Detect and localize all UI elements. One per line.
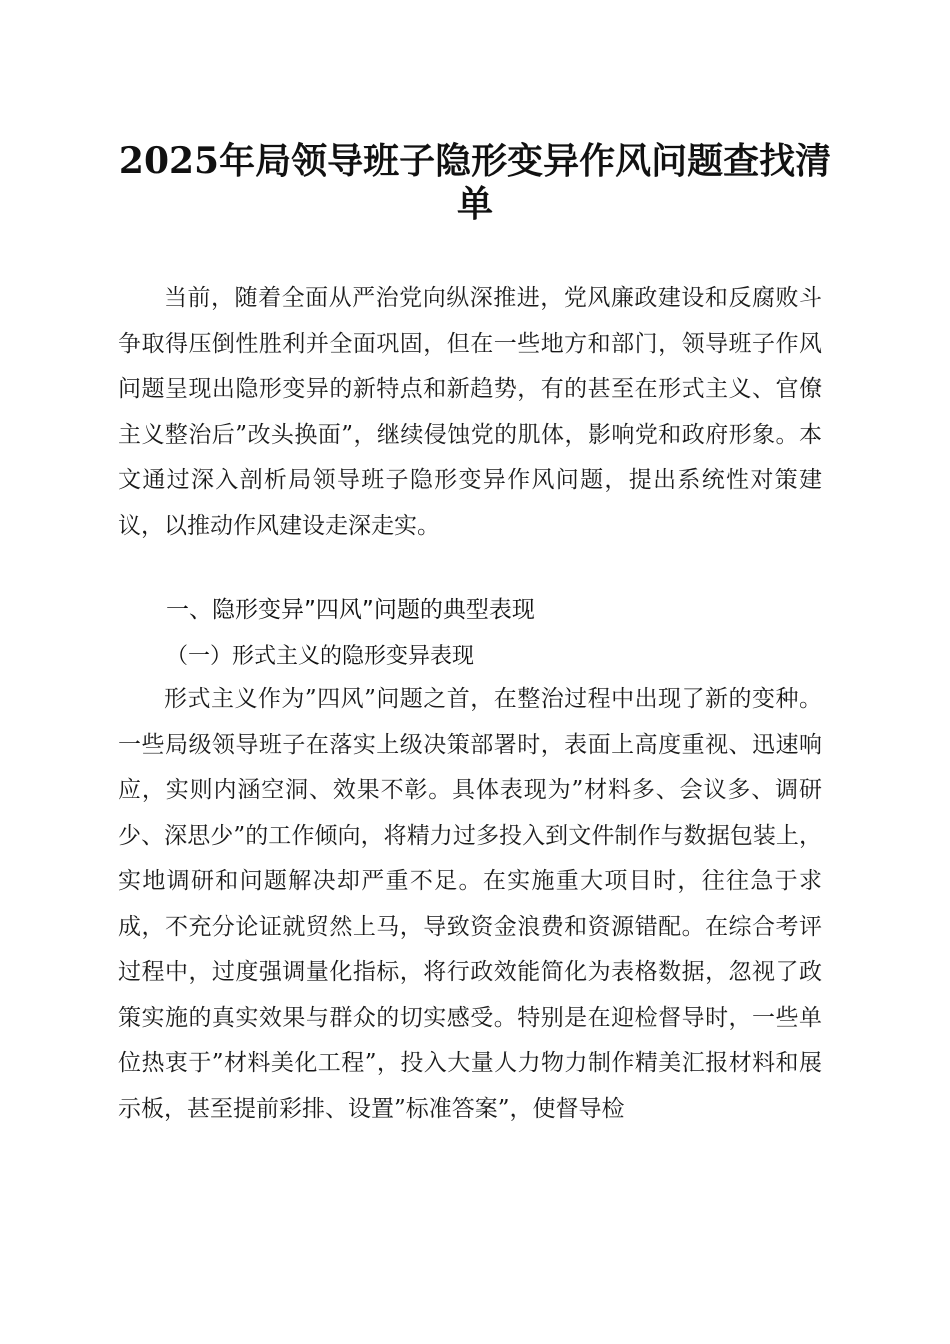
subsection-heading: （一）形式主义的隐形变异表现 — [166, 644, 475, 669]
section-heading: 一、隐形变异”四风”问题的典型表现 — [166, 597, 535, 623]
body-paragraph: 形式主义作为”四风”问题之首，在整治过程中出现了新的变种。一些局级领导班子在落实上级决策部署时，表面上高度重视、迅速响应，实则内涵空洞、效果不彰。具体表现为”材料多、会议多、调研少、深思少”的工作倾向，将精力过多投入到文件制作与数据包装上，实地调研和问题解决却严重不足。在实施重大项目时，往往急于求成，不充分论证就贸然上马，导致资金浪费和资源错配。在综合考评过程中，过度强调量化指标，将行政效能简化为表格数据，忽视了政策实施的真实效果与群众的切实感受。特别是在迎检督导时，一些单位热衷于”材料美化工程”，投入大量人力物力制作精美汇报材料和展示板，甚至提前彩排、设置”标准答案”，使督导检 — [118, 686, 822, 1122]
intro-paragraph: 当前，随着全面从严治党向纵深推进，党风廉政建设和反腐败斗争取得压倒性胜利并全面巩固，但在一些地方和部门，领导班子作风问题呈现出隐形变异的新特点和新趋势，有的甚至在形式主义、官僚主义整治后”改头换面”，继续侵蚀党的肌体，影响党和政府形象。本文通过深入剖析局领导班子隐形变异作风问题，提出系统性对策建议，以推动作风建设走深走实。 — [118, 285, 822, 539]
document-title: 2025年局领导班子隐形变异作风问题查找清单 — [118, 140, 832, 225]
